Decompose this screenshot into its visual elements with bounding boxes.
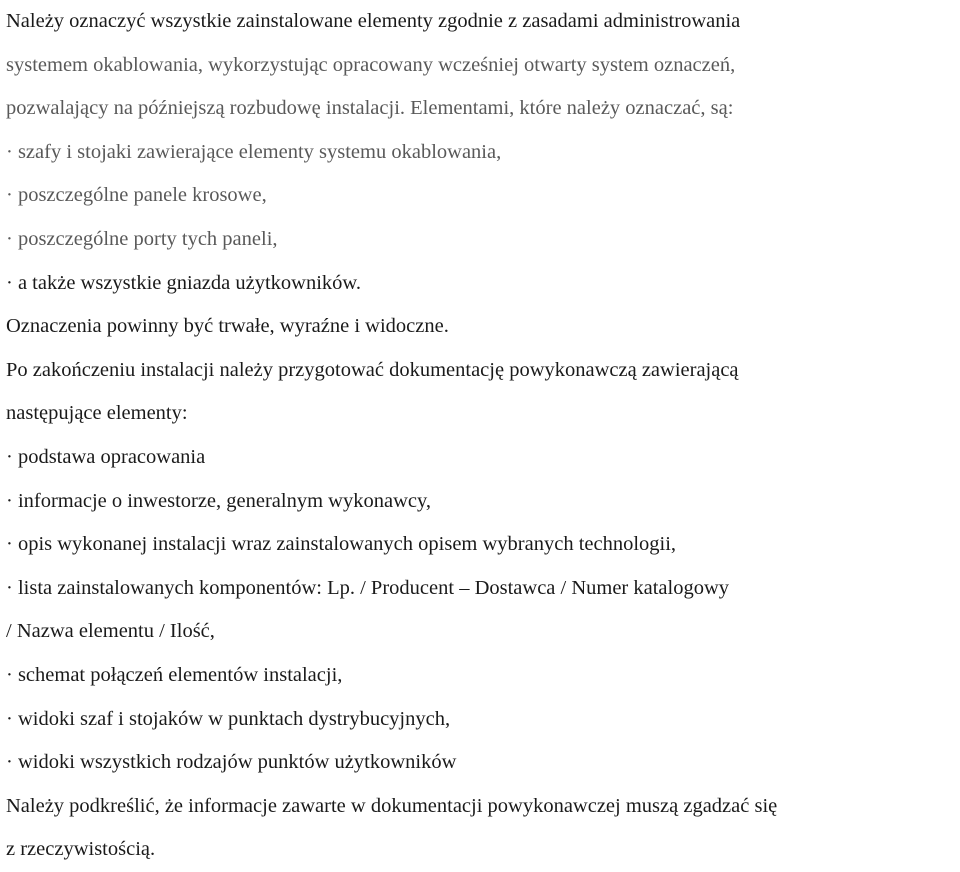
list-item: · widoki szaf i stojaków w punktach dystrybucyjnych,	[6, 707, 451, 730]
paragraph-line: z rzeczywistością.	[6, 838, 156, 861]
list-item: · informacje o inwestorze, generalnym wykonawcy,	[6, 489, 432, 512]
list-item-continuation: / Nazwa elementu / Ilość,	[6, 620, 215, 643]
paragraph-line: Po zakończeniu instalacji należy przygotować dokumentację powykonawczą zawierającą	[6, 358, 739, 381]
document-body	[6, 0, 960, 872]
list-item: · opis wykonanej instalacji wraz zainstalowanych opisem wybranych technologii,	[6, 533, 677, 556]
paragraph-line: Należy podkreślić, że informacje zawarte w dokumentacji powykonawczej muszą zgadzać się	[6, 794, 778, 817]
paragraph-line: systemem okablowania, wykorzystując opracowany wcześniej otwarty system oznaczeń,	[6, 53, 736, 76]
paragraph-line: następujące elementy:	[6, 402, 188, 425]
list-item: · widoki wszystkich rodzajów punktów użytkowników	[6, 751, 457, 774]
list-item: · schemat połączeń elementów instalacji,	[6, 663, 343, 686]
list-item: · poszczególne porty tych paneli,	[6, 227, 278, 250]
list-item: · szafy i stojaki zawierające elementy systemu okablowania,	[6, 140, 502, 163]
paragraph-line: pozwalający na późniejszą rozbudowę instalacji. Elementami, które należy oznaczać, są:	[6, 97, 734, 120]
list-item: · poszczególne panele krosowe,	[6, 184, 267, 207]
marking-note: Oznaczenia powinny być trwałe, wyraźne i widoczne.	[6, 315, 449, 338]
dash-separator: –	[459, 576, 470, 599]
list-item-part: Dostawca / Numer katalogowy	[469, 576, 730, 599]
paragraph-line: Należy oznaczyć wszystkie zainstalowane elementy zgodnie z zasadami administrowania	[6, 10, 741, 32]
list-item: · podstawa opracowania	[6, 445, 206, 468]
list-item	[6, 567, 960, 611]
list-item-part: · lista zainstalowanych komponentów: Lp. / Producent	[6, 576, 460, 599]
list-item: · a także wszystkie gniazda użytkowników.	[6, 271, 362, 294]
